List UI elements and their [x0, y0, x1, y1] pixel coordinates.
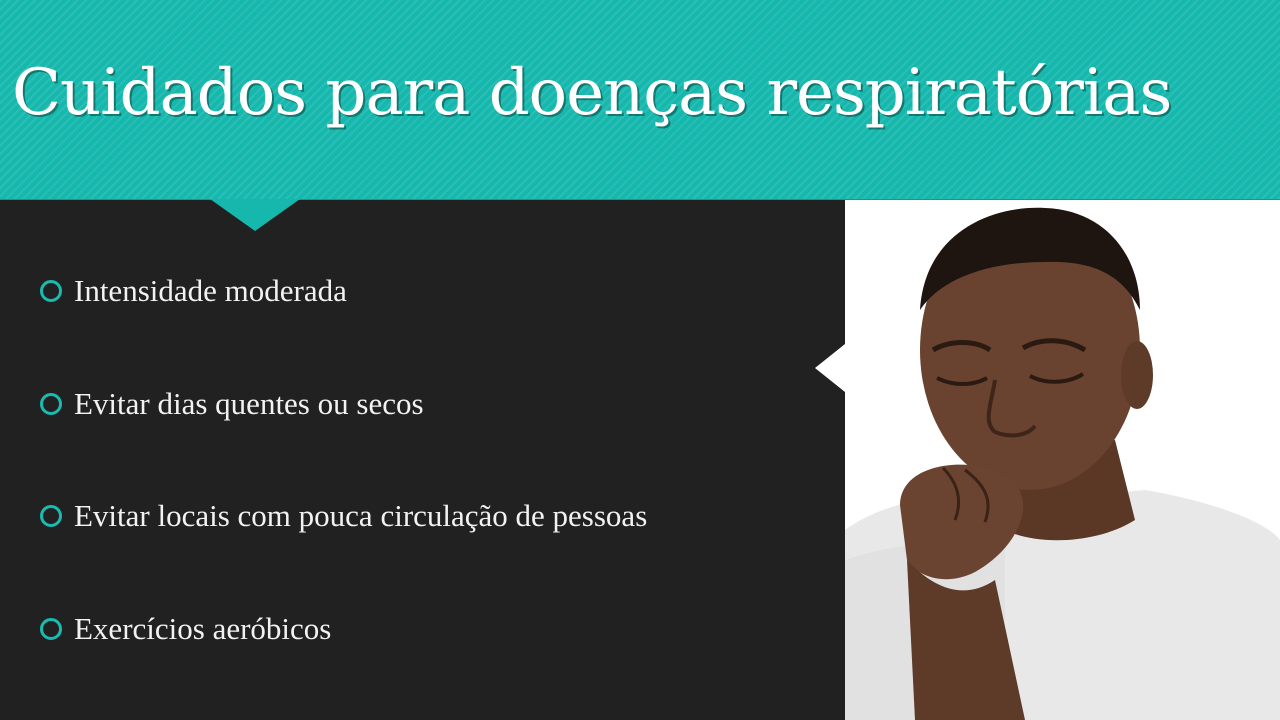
ring-bullet-icon — [40, 280, 62, 302]
bullet-item — [40, 460, 820, 573]
title-band — [0, 0, 1280, 200]
bullet-text: Evitar dias quentes ou secos — [74, 385, 424, 421]
bullet-text: Intensidade moderada — [74, 273, 347, 309]
bullet-text: Exercícios aeróbicos — [74, 610, 332, 646]
photo-pointer — [815, 344, 845, 392]
bullet-item — [40, 235, 820, 348]
bullet-item — [40, 348, 820, 461]
ring-bullet-icon — [40, 393, 62, 415]
slide-title: Cuidados para doenças respiratórias — [12, 56, 1172, 130]
title-band-pointer — [210, 199, 300, 231]
ring-bullet-icon — [40, 618, 62, 640]
ring-bullet-icon — [40, 505, 62, 527]
bullet-list — [40, 260, 820, 685]
bullet-text: Evitar locais com pouca circulação de pessoas — [74, 498, 648, 534]
coughing-man-illustration — [845, 200, 1280, 720]
photo-man-coughing — [845, 200, 1280, 720]
bullet-item — [40, 573, 820, 686]
